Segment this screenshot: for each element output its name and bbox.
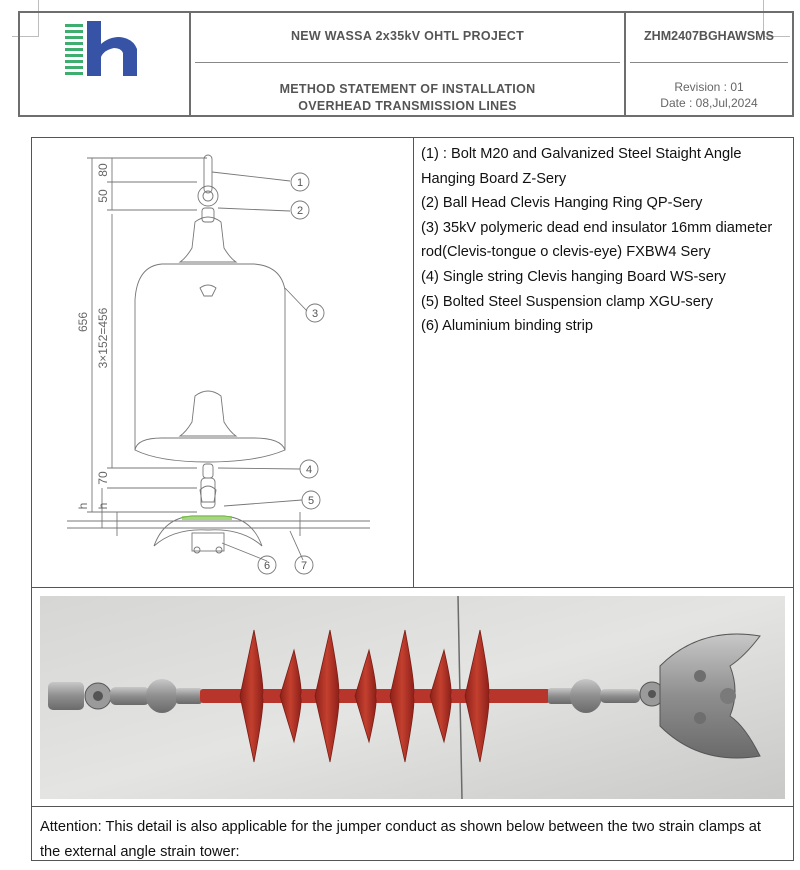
statement-line-2: OVERHEAD TRANSMISSION LINES <box>298 99 517 113</box>
content-table <box>31 137 794 861</box>
legend-item: (6) Aluminium binding strip <box>421 318 593 335</box>
row-divider-2 <box>32 806 793 807</box>
component-legend <box>421 142 789 339</box>
dim-50: 50 <box>96 189 110 203</box>
insulator-photo-svg <box>40 596 785 799</box>
dim-80: 80 <box>96 163 110 177</box>
dim-h-1: h <box>76 502 90 510</box>
insulator-photo <box>40 596 785 799</box>
title-cell <box>191 13 626 115</box>
revision-info <box>626 79 792 111</box>
dim-h-2: h <box>96 502 110 510</box>
document-code: ZHM2407BGHAWSMS <box>644 29 774 43</box>
title-divider <box>195 62 620 63</box>
legend-item: (2) Ball Head Clevis Hanging Ring QP-Sery <box>421 195 703 212</box>
attention-note: Attention: This detail is also applicable for the jumper conduct as shown below between the two strain clamps at the external angle strain tower: <box>40 819 761 860</box>
callout-6: 6 <box>263 560 271 572</box>
date-label: Date : 08,Jul,2024 <box>660 96 758 110</box>
project-title: NEW WASSA 2x35kV OHTL PROJECT <box>290 29 525 43</box>
company-logo-icon <box>20 13 189 115</box>
revision-label: Revision : 01 <box>674 80 744 94</box>
statement-line-1: METHOD STATEMENT OF INSTALLATION <box>279 82 536 96</box>
statement-title <box>191 81 624 115</box>
info-divider <box>630 62 788 63</box>
legend-item: (4) Single string Clevis hanging Board WS-sery <box>421 268 726 285</box>
insulator-string-drawing <box>32 138 413 587</box>
technical-drawing-svg <box>32 138 413 587</box>
legend-item: (5) Bolted Steel Suspension clamp XGU-sery <box>421 293 714 310</box>
document-info-cell <box>626 13 792 115</box>
callout-1: 1 <box>296 177 304 189</box>
dim-70: 70 <box>96 471 110 485</box>
logo-cell <box>20 13 191 115</box>
callout-4: 4 <box>305 464 313 476</box>
legend-item: (1) : Bolt M20 and Galvanized Steel Staight Angle Hanging Board Z-Sery <box>421 146 742 187</box>
document-header <box>18 11 794 117</box>
dim-656: 656 <box>76 311 90 333</box>
legend-item: (3) 35kV polymeric dead end insulator 16mm diameter rod(Clevis-tongue o clevis-eye) FXBW4 Sery <box>421 219 773 261</box>
dim-456: 3×152=456 <box>96 307 110 369</box>
row-divider-1 <box>32 587 793 588</box>
callout-5: 5 <box>307 495 315 507</box>
callout-3: 3 <box>311 308 319 320</box>
callout-7: 7 <box>300 560 308 572</box>
callout-2: 2 <box>296 205 304 217</box>
column-divider <box>413 138 414 587</box>
